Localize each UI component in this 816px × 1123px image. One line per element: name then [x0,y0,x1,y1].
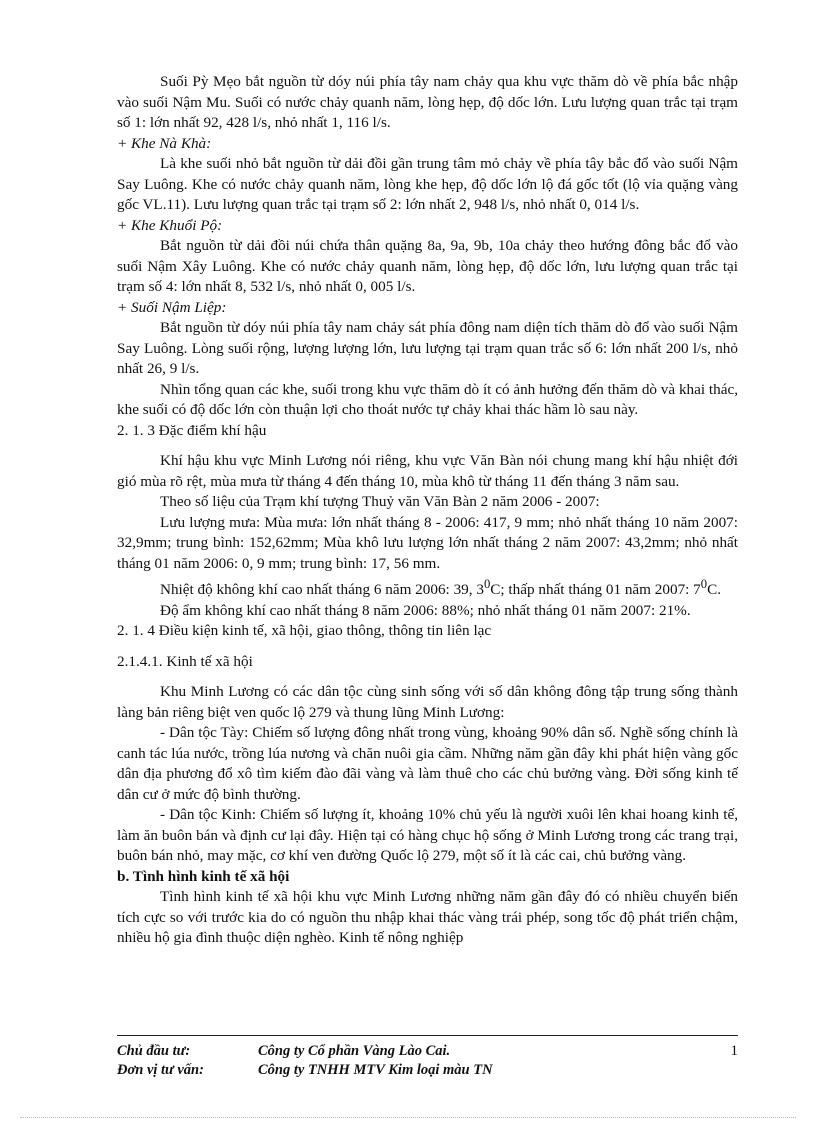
subheading-khe-na-kha: + Khe Nà Khà: [117,134,212,152]
paragraph-population: Khu Minh Lương có các dân tộc cùng sinh sống với số dân không đông tập trung sống thành làng bản riêng biệt ven quốc lộ 279 và thung lũng Minh Lương: [117,683,738,721]
paragraph-humidity: Độ ẩm không khí cao nhất tháng 8 năm 2006: 88%; nhỏ nhất tháng 01 năm 2007: 21%. [160,601,691,619]
page-bottom-edge [20,1117,796,1118]
paragraph-tay-ethnic: - Dân tộc Tày: Chiếm số lượng đông nhất trong vùng, khoảng 90% dân số. Nghề sống chính là canh tác lúa nước, trồng lúa nương và chăn nuôi gia cầm. Những năm gần đây khi phát hiện vàng gốc dân địa phương đổ xô tìm kiếm đào đãi vàng và làm thuê cho các chủ bưởng vàng. Đời sống kinh tế dân cư ở mức độ bình thường. [117,724,738,803]
heading-climate: 2. 1. 3 Đặc điểm khí hậu [117,421,267,439]
paragraph-climate: Khí hậu khu vực Minh Lương nói riêng, khu vực Văn Bàn nói chung mang khí hậu nhiệt đới gió mùa rõ rệt, mùa mưa từ tháng 4 đến tháng 10, mùa khô từ tháng 11 đến tháng 3 năm sau. [117,452,738,490]
paragraph-station-data: Theo số liệu của Trạm khí tượng Thuỷ văn Văn Bàn 2 năm 2006 - 2007: [160,493,600,510]
footer-owner-value: Công ty Cổ phần Vàng Lào Cai. [258,1043,451,1059]
paragraph-khuoi-po: Bắt nguồn từ dải đồi núi chứa thân quặng 8a, 9a, 9b, 10a chảy theo hướng đông bắc đổ vào suối Nậm Xây Luông. Khe có nước chảy quanh năm, lòng hẹp, độ dốc lớn, lưu lượng quan trắc tại trạm số 4: lớn nhất 8, 532 l/s, nhỏ nhất 0, 005 l/s. [117,237,738,295]
heading-socioeconomic: 2. 1. 4 Điều kiện kinh tế, xã hội, giao thông, thông tin liên lạc [117,622,492,640]
heading-economic-situation: b. Tình hình kinh tế xã hội [117,867,290,885]
footer-consultant-label: Đơn vị tư vấn: [117,1062,204,1078]
paragraph-economic-situation: Tình hình kinh tế xã hội khu vực Minh Lương những năm gần đây đó có nhiều chuyển biến tích cực so với trước kia do có nguồn thu nhập khai thác vàng trái phép, song tốc độ phát triển chậm, nhiều hộ gia đình thuộc diện nghèo. Kinh tế nông nghiệp [117,888,738,947]
paragraph-na-kha: Là khe suối nhỏ bắt nguồn từ dải đồi gần trung tâm mỏ chảy về phía tây bắc đổ vào suối Nậm Say Luông. Khe có nước chảy quanh năm, lòng khe hẹp, độ dốc lớn lộ đá gốc tốt (lộ vỉa quặng vàng gốc VL.11). Lưu lượng quan trắc tại trạm số 2: lớn nhất 2, 948 l/s, nhỏ nhất 0, 014 l/s. [117,155,738,213]
page-number: 1 [730,1043,738,1059]
footer-owner-label: Chủ đầu tư: [117,1043,191,1059]
paragraph-temperature [117,574,738,601]
degree-sup-1: 0 [483,577,491,591]
paragraph-rainfall: Lưu lượng mưa: Mùa mưa: lớn nhất tháng 8 - 2006: 417, 9 mm; nhỏ nhất tháng 10 năm 2007: 32,9mm; trung bình: 152,62mm; Mùa khô lưu lượng lớn nhất tháng 2 năm 2007: 43,2mm; nhỏ nhất tháng 01 năm 2006: 0, 9 mm; trung bình: 17, 56 mm. [117,513,738,572]
page-footer [117,1042,738,1080]
subheading-khe-khuoi-po: + Khe Khuổi Pộ: [117,216,223,234]
heading-economy: 2.1.4.1. Kinh tế xã hội [117,652,253,670]
document-body [117,72,738,949]
footer-consultant-value: Công ty TNHH MTV Kim loại màu TN [258,1062,493,1078]
temperature-text-3: C. [707,581,722,599]
paragraph-overview: Nhìn tổng quan các khe, suối trong khu vực thăm dò ít có ảnh hưởng đến thăm dò và khai thác, khe suối có độ dốc lớn còn thuận lợi cho thoát nước tự chảy khai thác hầm lò sau này. [117,380,738,418]
paragraph-py-meo: Suối Pỳ Mẹo bắt nguồn từ dóy núi phía tây nam chảy qua khu vực thăm dò về phía bắc nhập vào suối Nậm Mu. Suối có nước chảy quanh năm, lòng hẹp, độ dốc lớn. Lưu lượng quan trắc tại trạm số 1: lớn nhất 92, 428 l/s, nhỏ nhất 1, 116 l/s. [117,73,738,131]
temperature-text-2: C; thấp nhất tháng 01 năm 2007: 7 [490,581,701,599]
degree-sup-2: 0 [700,577,708,591]
footer-divider [117,1035,738,1036]
subheading-suoi-nam-liep: + Suối Nậm Liệp: [117,298,227,316]
footer-owner-row [117,1042,738,1061]
paragraph-nam-liep: Bắt nguồn từ dóy núi phía tây nam chảy sát phía đông nam diện tích thăm dò đổ vào suối Nậm Say Luông. Lòng suối rộng, lượng lượng lớn, lưu lượng tại trạm quan trắc số 6: lớn nhất 200 l/s, nhỏ nhất 26, 9 l/s. [117,319,738,377]
footer-consultant-row [117,1061,738,1080]
paragraph-kinh-ethnic: - Dân tộc Kinh: Chiếm số lượng ít, khoảng 10% chủ yếu là người xuôi lên khai hoang kinh tế, làm ăn buôn bán và định cư lại đây. Hiện tại có hàng chục hộ sống ở Minh Lương trong các trang trại, buôn bán nhỏ, may mặc, cơ khí ven đường Quốc lộ 279, một số ít là các cai, chủ bưởng vàng. [117,806,738,865]
temperature-text-1: Nhiệt độ không khí cao nhất tháng 6 năm 2006: 39, 3 [160,581,484,599]
